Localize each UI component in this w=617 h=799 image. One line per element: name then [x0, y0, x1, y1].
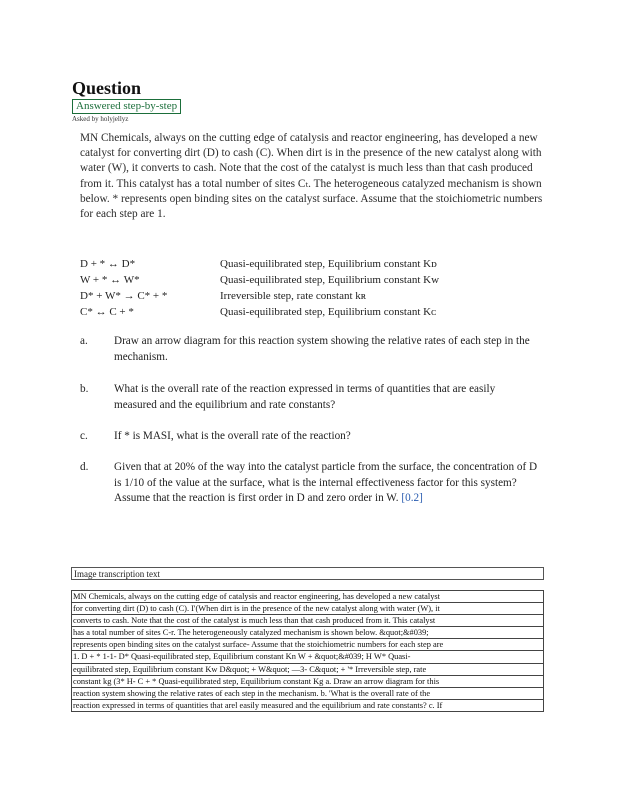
mechanism-step: [80, 272, 546, 288]
question-label: d.: [80, 461, 89, 473]
step-description: Quasi-equilibrated step, Equilibrium constant Kᴅ: [220, 258, 437, 270]
reference-link[interactable]: [0.2]: [401, 492, 423, 504]
step-description: Quasi-equilibrated step, Equilibrium constant Kᴄ: [220, 306, 437, 318]
step-description: Irreversible step, rate constant kʀ: [220, 290, 367, 302]
step-description: Quasi-equilibrated step, Equilibrium constant Kᴡ: [220, 274, 440, 286]
question-text: What is the overall rate of the reaction expressed in terms of quantities that are easily measured and the equilibrium and rate constants?: [114, 383, 496, 411]
transcription-line: 1. D + * 1-1- D* Quasi-equilibrated step, Equilibrium constant Kn W + &quot;&#039; H W* Quasi-: [71, 651, 544, 663]
step-equation: D* + W* → C* + *: [80, 290, 168, 302]
question-label: c.: [80, 430, 88, 442]
question-a: [80, 334, 540, 365]
mechanism-step: [80, 304, 546, 320]
question-text: If * is MASI, what is the overall rate of the reaction?: [114, 430, 351, 442]
question-c: [80, 429, 540, 445]
transcription-heading: Image transcription text: [71, 567, 544, 580]
transcription-line: represents open binding sites on the catalyst surface- Assume that the stoichiometric numbers for each step are: [71, 639, 544, 651]
question-text: Given that at 20% of the way into the catalyst particle from the surface, the concentration of D is 1/10 of the value at the surface, what is the internal effectiveness factor for this system? Assume that the reaction is first order in D and zero order in W.: [114, 461, 538, 504]
transcription-line: converts to cash. Note that the cost of the catalyst is much less than that cash produced from it. This catalyst: [71, 615, 544, 627]
transcription-line: equilibrated step, Equilibrium constant Kw D&quot; + W&quot; —3- C&quot; + '* Irreversible step, rate: [71, 664, 544, 676]
transcription-line: reaction expressed in terms of quantities that arel easily measured and the equilibrium and rate constants? c. If: [71, 700, 544, 712]
transcription-line: MN Chemicals, always on the cutting edge of catalysis and reactor engineering, has developed a new catalyst: [71, 590, 544, 603]
question-label: a.: [80, 335, 88, 347]
mechanism-step: [80, 256, 546, 272]
question-intro: MN Chemicals, always on the cutting edge of catalysis and reactor engineering, has developed a new catalyst for converting dirt (D) to cash (C). When dirt is in the presence of the new catalyst along with water (W), it converts to cash. Note that the cost of the catalyst is much less than that cash produced from it. This catalyst has a total number of sites Cₜ. The heterogeneous catalyzed mechanism is shown below. * represents open binding sites on the catalyst surface. Assume that the stoichiometric numbers for each step are 1.: [80, 132, 543, 221]
asked-by: Asked by holyjellyz: [72, 115, 129, 123]
step-equation: W + * ↔ W*: [80, 274, 140, 286]
transcription-line: has a total number of sites C-r. The heterogeneously catalyzed mechanism is shown below. &quot;&#039;: [71, 627, 544, 639]
answered-badge[interactable]: Answered step-by-step: [72, 99, 181, 114]
transcription-line: constant kg (3* H- C + * Quasi-equilibrated step, Equilibrium constant Kg a. Draw an arrow diagram for this: [71, 676, 544, 688]
question-text: Draw an arrow diagram for this reaction system showing the relative rates of each step in the mechanism.: [114, 335, 530, 363]
transcription-text: [71, 590, 544, 712]
page-title: Question: [72, 78, 142, 98]
step-equation: C* ↔ C + *: [80, 306, 134, 318]
question-b: [80, 382, 540, 413]
step-equation: D + * ↔ D*: [80, 258, 136, 270]
question-d: [80, 460, 540, 507]
question-label: b.: [80, 383, 89, 395]
mechanism-step: [80, 288, 546, 304]
transcription-line: for converting dirt (D) to cash (C). I'(When dirt is in the presence of the new catalyst along with water (W), it: [71, 603, 544, 615]
transcription-line: reaction system showing the relative rates of each step in the mechanism. b. 'What is the overall rate of the: [71, 688, 544, 700]
mechanism-list: [80, 256, 546, 320]
question-d-body: [114, 460, 540, 507]
